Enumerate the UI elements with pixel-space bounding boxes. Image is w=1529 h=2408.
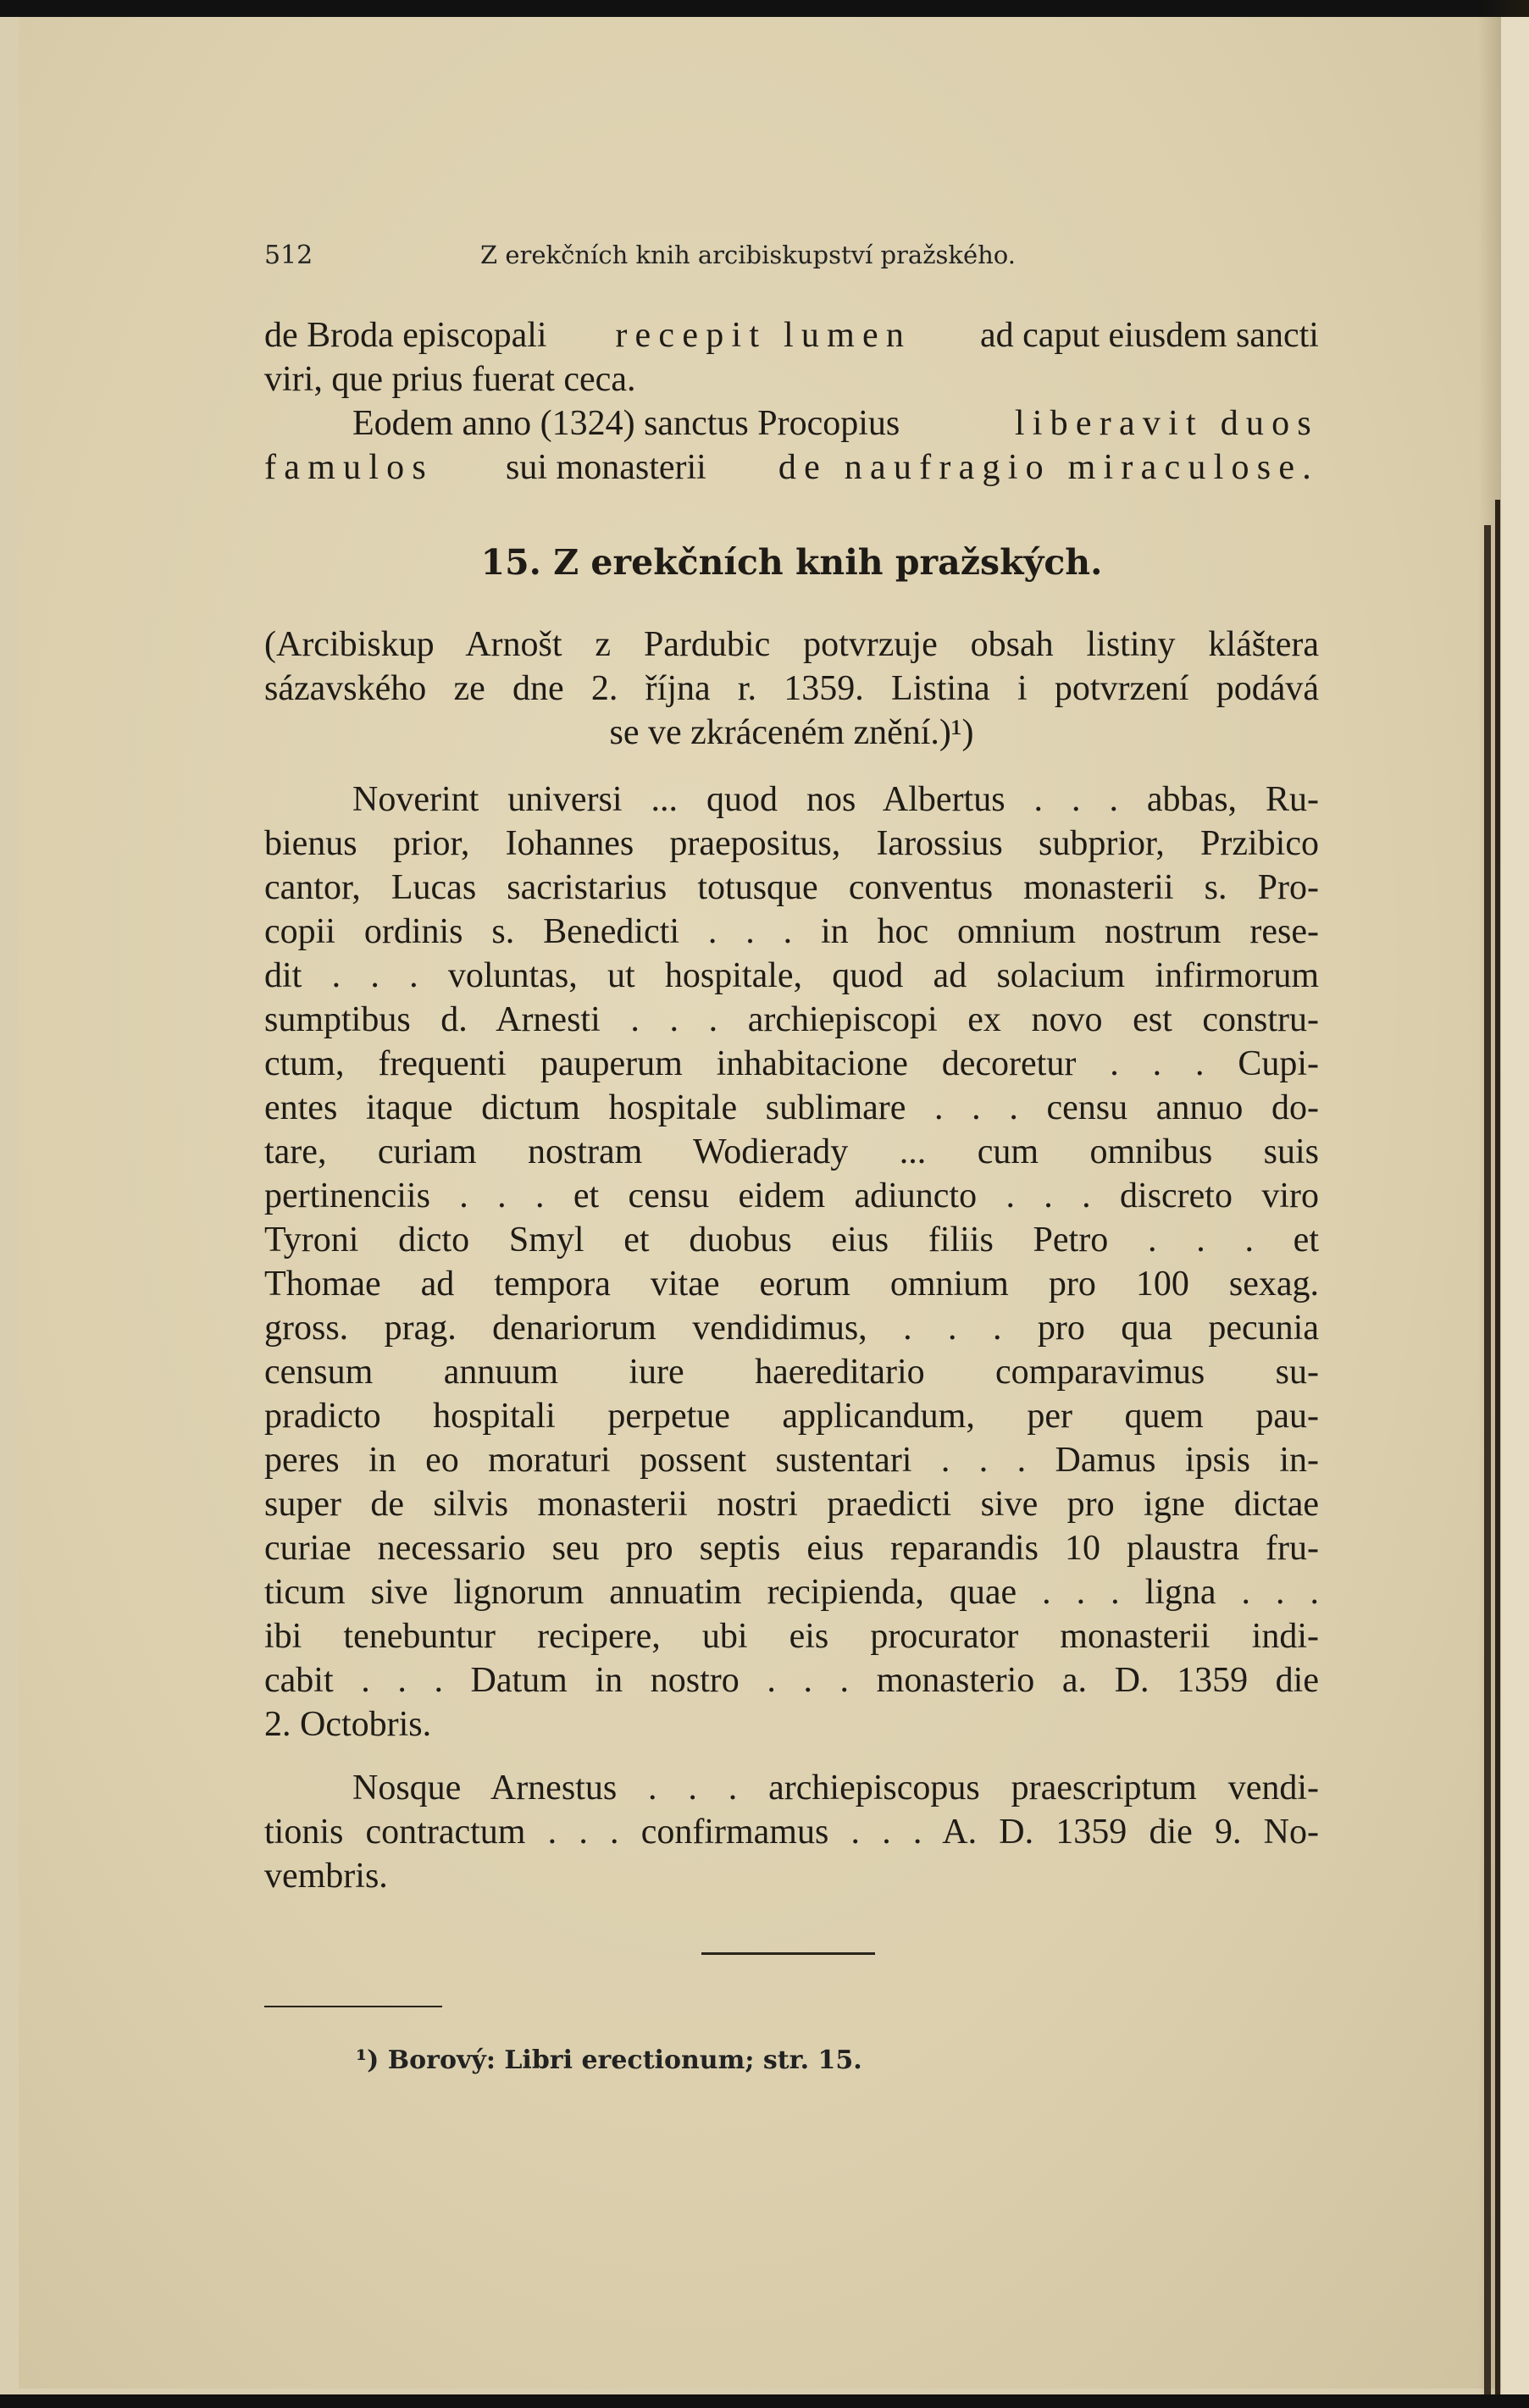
scan-border-top — [0, 0, 1529, 17]
running-head — [264, 241, 1111, 274]
spaced-emphasis: de naufragio miraculose. — [778, 448, 1319, 487]
spaced-emphasis: liberavit duos — [1014, 404, 1319, 443]
binding-edge — [1495, 500, 1500, 2405]
confirmation-text — [264, 1766, 1319, 1898]
text-line: de Broda episcopali recepit lumen ad caput eiusdem sancti — [264, 313, 1319, 357]
section-heading: 15. Z erekčních knih pražských. — [480, 542, 1103, 583]
text-line: copii ordinis s. Benedicti . . . in hoc omnium nostrum rese- — [264, 912, 1319, 951]
text-line: famulos sui monasterii de naufragio miraculose. — [264, 446, 1319, 490]
text-line: tionis contractum . . . confirmamus . . . A. D. 1359 die 9. No- — [264, 1813, 1319, 1852]
text-line: entes itaque dictum hospitale sublimare . . . censu annuo do- — [264, 1088, 1319, 1127]
text-line: ibi tenebuntur recipere, ubi eis procurator monasterii indi- — [264, 1617, 1319, 1656]
text-line: peres in eo moraturi possent sustentari . . . Damus ipsis in- — [264, 1441, 1319, 1480]
running-head-title: Z erekčních knih arcibiskupství pražského. — [480, 241, 1016, 269]
text-line: super de silvis monasterii nostri praedicti sive pro igne dictae — [264, 1485, 1319, 1524]
adjacent-page-fragment — [1501, 17, 1529, 2408]
section-end-rule — [701, 1952, 875, 1955]
page-number: 512 — [264, 241, 313, 270]
text-line: gross. prag. denariorum vendidimus, . . . pro qua pecunia — [264, 1309, 1319, 1348]
scan-border-bottom — [0, 2394, 1529, 2408]
regest-line: sázavského ze dne 2. října r. 1359. Listina i potvrzení podává — [264, 669, 1319, 708]
intro-text — [264, 313, 1319, 490]
regest-line: se ve zkráceném znění.)¹) — [609, 713, 974, 752]
text-line: ctum, frequenti pauperum inhabitacione decoretur . . . Cupi- — [264, 1044, 1319, 1083]
text-line: pertinenciis . . . et censu eidem adiuncto . . . discreto viro — [264, 1176, 1319, 1215]
spaced-emphasis: famulos — [264, 448, 434, 487]
text-line: Thomae ad tempora vitae eorum omnium pro 100 sexag. — [264, 1265, 1319, 1304]
text-line: viri, que prius fuerat ceca. — [264, 360, 636, 399]
text-line: Noverint universi ... quod nos Albertus . . . abbas, Ru- — [352, 780, 1319, 819]
charter-text — [264, 778, 1319, 1746]
text-line: bienus prior, Iohannes praepositus, Iarossius subprior, Przibico — [264, 824, 1319, 863]
text-line: tare, curiam nostram Wodierady ... cum omnibus suis — [264, 1132, 1319, 1171]
text-line: cabit . . . Datum in nostro . . . monasterio a. D. 1359 die — [264, 1661, 1319, 1700]
text-line: vembris. — [264, 1857, 388, 1896]
text-line: Tyroni dicto Smyl et duobus eius filiis Petro . . . et — [264, 1221, 1319, 1259]
text-line: sumptibus d. Arnesti . . . archiepiscopi ex novo est constru- — [264, 1000, 1319, 1039]
text-line: dit . . . voluntas, ut hospitale, quod ad solacium infirmorum — [264, 956, 1319, 995]
text-line: censum annuum iure haereditario comparavimus su- — [264, 1353, 1319, 1392]
binding-edge-inner — [1484, 525, 1491, 2405]
regest-line: (Arcibiskup Arnošt z Pardubic potvrzuje obsah listiny kláštera — [264, 625, 1319, 664]
text-line: pradicto hospitali perpetue applicandum, per quem pau- — [264, 1397, 1319, 1436]
text-line: 2. Octobris. — [264, 1705, 432, 1744]
text-line: curiae necessario seu pro septis eius reparandis 10 plaustra fru- — [264, 1529, 1319, 1568]
regest — [264, 623, 1319, 755]
text-line: cantor, Lucas sacristarius totusque conventus monasterii s. Pro- — [264, 868, 1319, 907]
spaced-emphasis: recepit lumen — [615, 316, 912, 355]
text-line: ticum sive lignorum annuatim recipienda, quae . . . ligna . . . — [264, 1573, 1319, 1612]
text-line: Eodem anno (1324) sanctus Procopius liberavit duos — [264, 401, 1319, 446]
footnote-rule — [264, 2006, 442, 2007]
footnote: ¹) Borový: Libri erectionum; str. 15. — [356, 2045, 862, 2075]
text-line: Nosque Arnestus . . . archiepiscopus praescriptum vendi- — [352, 1769, 1319, 1807]
